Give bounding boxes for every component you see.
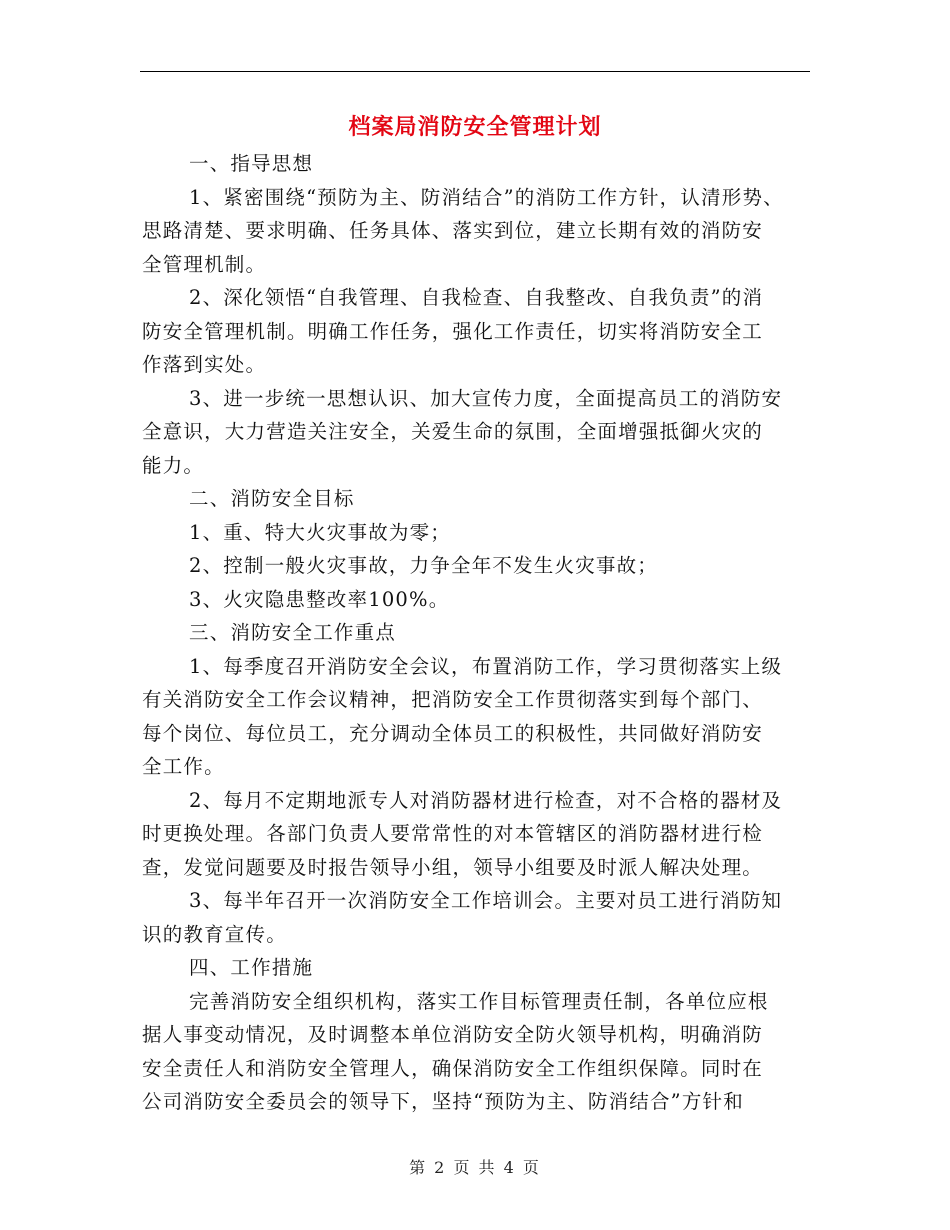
text-line: 能力。 — [142, 453, 205, 477]
text-line: 2、控制一般火灾事故，力争全年不发生火灾事故； — [189, 554, 659, 577]
text-line: 四、工作措施 — [189, 956, 314, 979]
document-body — [140, 147, 830, 1119]
text-line: 公司消防安全委员会的领导下，坚持“预防为主、防消结合”方针和 — [142, 1090, 744, 1113]
text-line: 1、每季度召开消防安全会议，布置消防工作，学习贯彻落实上级 — [189, 654, 783, 678]
page-footer: 第 2 页 共 4 页 — [409, 1158, 541, 1177]
text-line: 2、每月不定期地派专人对消防器材进行检查，对不合格的器材及 — [189, 788, 783, 812]
document-title: 档案局消防安全管理计划 — [348, 115, 602, 140]
text-line: 2、深化领悟“自我管理、自我检查、自我整改、自我负责”的消 — [189, 286, 764, 309]
text-line: 一、指导思想 — [189, 152, 314, 175]
text-line: 时更换处理。各部门负责人要常常性的对本管辖区的消防器材进行检 — [142, 822, 764, 845]
text-line: 全意识，大力营造关注安全，关爱生命的氛围，全面增强抵御火灾的 — [142, 420, 764, 443]
text-line: 3、每半年召开一次消防安全工作培训会。主要对员工进行消防知 — [189, 889, 783, 912]
text-line: 1、重、特大火灾事故为零； — [189, 520, 452, 544]
text-line: 安全责任人和消防安全管理人，确保消防安全工作组织保障。同时在 — [142, 1056, 764, 1080]
text-line: 全管理机制。 — [142, 252, 267, 276]
text-line: 全工作。 — [142, 755, 225, 778]
text-line: 据人事变动情况，及时调整本单位消防安全防火领导机构，明确消防 — [142, 1023, 764, 1046]
text-line: 1、紧密围绕“预防为主、防消结合”的消防工作方针，认清形势、 — [189, 185, 784, 209]
text-line: 每个岗位、每位员工，充分调动全体员工的积极性，共同做好消防安 — [142, 721, 764, 745]
text-line: 思路清楚、要求明确、任务具体、落实到位，建立长期有效的消防安 — [142, 219, 764, 242]
text-line: 3、进一步统一思想认识、加大宣传力度，全面提高员工的消防安 — [189, 386, 783, 410]
text-line: 查，发觉问题要及时报告领导小组，领导小组要及时派人解决处理。 — [142, 855, 764, 879]
header-rule — [140, 71, 810, 72]
text-line: 二、消防安全目标 — [189, 487, 355, 510]
text-line: 完善消防安全组织机构，落实工作目标管理责任制，各单位应根 — [189, 989, 769, 1013]
text-line: 识的教育宣传。 — [142, 922, 287, 946]
text-line: 有关消防安全工作会议精神，把消防安全工作贯彻落实到每个部门、 — [142, 688, 764, 711]
text-line: 防安全管理机制。明确工作任务，强化工作责任，切实将消防安全工 — [142, 319, 764, 343]
text-line: 三、消防安全工作重点 — [189, 621, 397, 644]
text-line: 作落到实处。 — [142, 353, 267, 376]
text-line: 3、火灾隐患整改率100%。 — [189, 587, 450, 611]
